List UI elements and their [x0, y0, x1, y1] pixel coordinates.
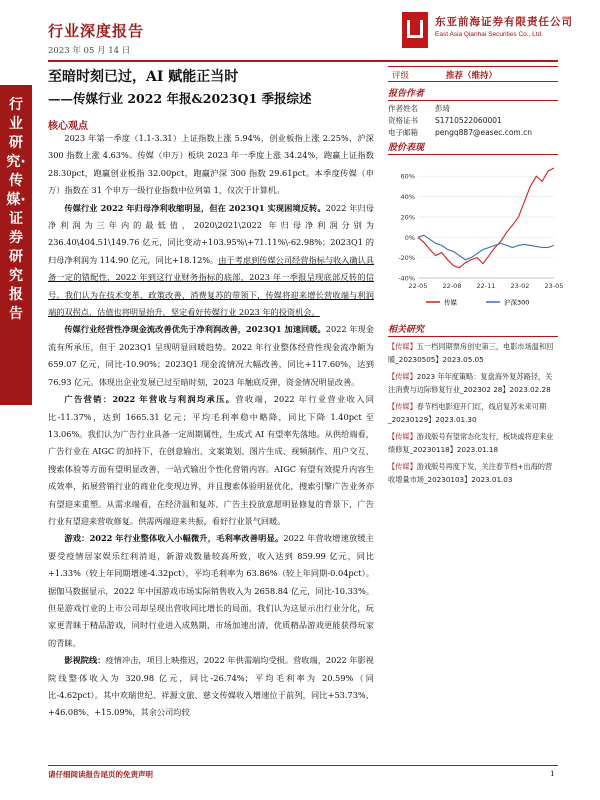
para-film [48, 652, 374, 722]
logo-cn: 东亚前海证券有限责任公司 [435, 16, 573, 28]
analyst-key: 电子邮箱 [388, 128, 418, 137]
x-tick-label: 23-02 [510, 282, 530, 290]
legend-label: 传媒 [444, 298, 457, 307]
rating-value: 推荐（维持） [446, 71, 498, 81]
header-rule [48, 60, 558, 62]
y-tick-label: 0% [404, 233, 415, 242]
analyst-row [388, 127, 532, 138]
header-title: 行业深度报告 [48, 22, 145, 40]
core-section-heading: 核心观点 [48, 121, 88, 132]
analyst-row [388, 103, 450, 114]
related-item-text: 游戏版号再度下发，关注春节档+出海的营收增量市场_20230103】2023.01.03 [388, 462, 553, 484]
related-item-text: 游戏版号有望常态化发行，板块或将迎来业绩修复_20230118】2023.01.18 [388, 432, 554, 454]
para-ads [48, 391, 374, 530]
para-ads-bold: 广告营销：2022 年营收与利润均承压。 [64, 394, 236, 405]
related-list [388, 340, 558, 490]
related-item-text: 2023 年年度策略：复盘海外复苏路径，关注消费与边际修复行业_202302 28】2023.02.28 [388, 372, 553, 394]
x-tick-label: 22-08 [442, 282, 462, 290]
perf-heading: 股价表现 [388, 140, 558, 155]
analyst-key: 作者姓名 [388, 104, 418, 113]
footer-disclaimer: 请仔细阅读报告尾页的免责声明 [48, 770, 153, 779]
rating-label: 评级 [392, 71, 410, 81]
para-profit [48, 200, 374, 322]
y-tick-label: 40% [400, 193, 415, 202]
related-item-tag: 【传媒】 [388, 372, 417, 381]
chart-legend [396, 296, 556, 308]
header-date: 2023 年 05 月 14 日 [48, 46, 131, 56]
para-cashflow [48, 321, 374, 391]
side-band-text: 行业研究·传媒·证券研究报告 [6, 97, 26, 322]
legend-label: 沪深300 [504, 298, 530, 307]
report-title: 至暗时刻已过，AI 赋能正当时 [48, 69, 239, 85]
para-profit-bold: 传媒行业 2022 年归母净利收缩明显，但在 2023Q1 实现困境反转。 [64, 202, 326, 213]
para-profit-text: 2022 年归母净利润为三年内的最低值，2020\2021\2022 年归母净利润分别为 236.40\404.51\149.76 亿元，同比变动+103.95%\+71.11%\-62.98%；2023Q1 的归母净利润为 114.90 亿元，同比+18.12%。 [48, 202, 374, 265]
body-column [48, 130, 374, 722]
analyst-heading: 报告作者 [388, 86, 558, 101]
para-games-text: 2022 年营收增速放缓主要受疫情居家娱乐红利消退，新游戏数量较高所致，收入达到 859.99 亿元，同比+1.33%（较上年同期增速-4.32pct），平均毛利率为 63.86%（较上年同期-0.04pct）。据伽马数据显示，2022 年中国游戏市场实际销售收入为 2658.84 亿元，同比-10.33%。但是游戏行业的上市公司却呈现出营收同比增长的局面，我们认为这显示出行业分化，玩家更青睐于精品游戏，同时行业进入成熟期，市场加速出清，优质精品游戏更能获得玩家的青睐。 [48, 533, 374, 648]
para-film-bold: 影视院线： [64, 655, 106, 666]
y-tick-label: 60% [400, 172, 415, 181]
x-tick-label: 23-05 [544, 282, 564, 290]
related-item[interactable] [388, 430, 558, 456]
logo-icon [402, 12, 428, 48]
para-ads-text: 营收端，2022 年行业营业收入同比-11.37%，达到 1665.31 亿元；平均毛利率稳中略降，同比下降 1.40pct 至 13.06%。我们认为广告行业具备一定周期属性，生成式 AI 有望率先落地。从供给端看，广告行业在 AIGC 的加持下，在创意输出、文案策划、图片生成、视频制作、用户交互、搜索体验等方面有望明显改善，一站式输出个性化营销内容。AIGC 有望有效提升内容生成效率，拓展营销行业的商业化变现边界，并且搜索体验明显优化，搜索引擎广告业务亦有望迎来重塑。从需求端看，在经济温和复苏、广告主投放意愿明显修复的背景下，广告行业有望迎来营收修复。供需两端迎来共振，看好行业景气回暖。 [48, 394, 374, 526]
series-line [418, 235, 554, 260]
related-heading: 相关研究 [388, 322, 558, 337]
para-profit-underline: 由于考虑到传媒公司经营指标与收入确认具备一定的错配性，2022 年到这行业财务指标的底部，2023 年一季报呈现底部反转的信号。我们认为在技术变革、政策改善、消费复苏的带领下，传媒将迎来增长营收端与利润端的双拐点，估值也将明显抬升，坚定看好传媒行业 2023 年的投资机会。 [48, 254, 374, 318]
related-item-text: 五一档同期票房创史第三，电影市场温和回暖_20230505】2023.05.05 [388, 342, 554, 364]
related-item[interactable] [388, 370, 558, 396]
y-tick-label: -20% [398, 254, 415, 263]
related-item-tag: 【传媒】 [388, 462, 417, 471]
series-line [418, 168, 554, 268]
footer-rule [48, 765, 558, 766]
analyst-value: S1710522060001 [435, 116, 502, 125]
related-item-tag: 【传媒】 [388, 432, 417, 441]
para-cashflow-bold: 传媒行业经营性净现金流改善优先于净利润改善，2023Q1 加速回暖。 [64, 324, 326, 335]
analyst-key: 资格证书 [388, 116, 418, 125]
x-tick-label: 22-11 [476, 282, 496, 290]
related-item[interactable] [388, 400, 558, 426]
page-number: 1 [550, 769, 555, 778]
related-item[interactable] [388, 340, 558, 366]
y-tick-label: -40% [398, 274, 415, 283]
related-item-tag: 【传媒】 [388, 402, 417, 411]
para-cashflow-text: 2022 年现金流有所承压，但于 2023Q1 呈现明显回暖趋势。2022 年行业整体经营性现金流净额为 659.07 亿元，同比-10.90%；2023Q1 现金流情况大幅改善，同比+117.60%，达到 76.93 亿元。体现出企业发展已过至暗时刻，2023 年触底反弹，资金情况明显改善。 [48, 324, 374, 387]
related-item-tag: 【传媒】 [388, 342, 417, 351]
stock-performance-chart [392, 160, 564, 300]
related-item-text: 春节档电影迎开门红，线启复苏未来可期_20230129】2023.01.30 [388, 402, 547, 424]
analyst-row [388, 115, 502, 126]
x-tick-label: 22-05 [408, 282, 428, 290]
para-games-bold: 游戏：2022 年行业整体收入小幅微升，毛利率改善明显。 [64, 533, 284, 544]
rating-box [388, 66, 558, 82]
para-film-text: 疫情冲击，项目上映推迟，2022 年供需端均受损。营收端，2022 年影视院线整体收入为 320.98 亿元，同比-26.74%；平均毛利率为 20.59%（同比-4.62pct）。其中欢瑞世纪、祥源文旅、慈文传媒收入增速位于前列，同比+53.73%、+46.08%、+15.09%，其余公司均较 [48, 655, 374, 718]
report-subtitle: ——传媒行业 2022 年报&2023Q1 季报综述 [48, 91, 312, 106]
para-market: 2023 年第一季度（1.1-3.31）上证指数上涨 5.94%，创业板指上涨 2.25%，沪深 300 指数上涨 4.63%。传媒（申万）板块 2023 年一季度上涨 34.24%，跑赢上证指数 28.30pct，跑赢创业板指 32.00pct，跑赢沪深 300 指数 29.61pct。本季度传媒（申万）指数在 31 个申万一级行业指数中位列第 1，仅次于计算机。 [48, 133, 374, 196]
related-item[interactable] [388, 460, 558, 486]
analyst-value: 彭琦 [435, 104, 450, 113]
para-games [48, 530, 374, 652]
logo-en: East Asia Qianhai Securities Co., Ltd. [435, 31, 544, 38]
y-tick-label: 20% [400, 213, 415, 222]
analyst-info [388, 103, 558, 139]
analyst-email[interactable]: pengq887@easec.com.cn [435, 128, 532, 137]
